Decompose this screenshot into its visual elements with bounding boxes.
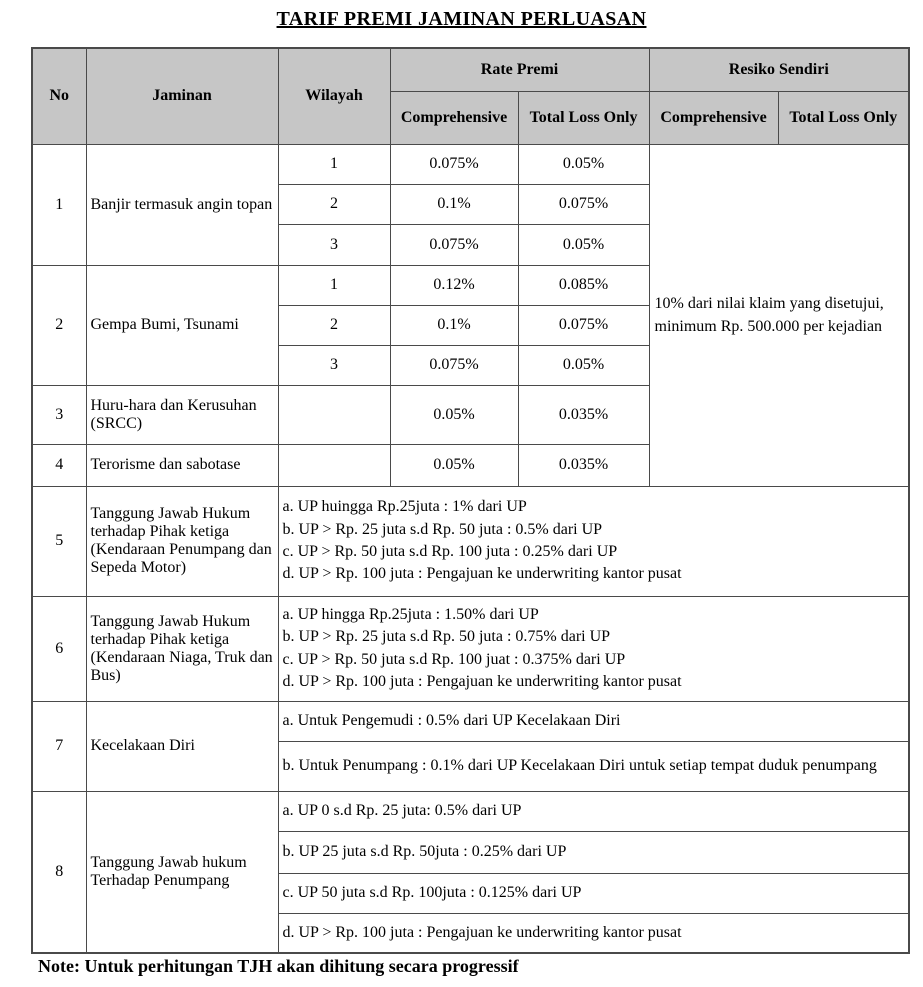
cell-wilayah: 1 <box>278 265 390 305</box>
table-row <box>32 701 909 741</box>
header-cell-rate-premi: Rate Premi <box>390 48 649 91</box>
tjh-term-line: b. UP > Rp. 25 juta s.d Rp. 50 juta : 0.75% dari UP <box>282 628 611 646</box>
cell-no: 2 <box>32 265 86 385</box>
cell-jaminan: Tanggung Jawab Hukum terhadap Pihak ketiga (Kendaraan Penumpang dan Sepeda Motor) <box>86 486 278 596</box>
cell-jaminan: Kecelakaan Diri <box>86 701 278 791</box>
cell-wilayah-empty <box>278 444 390 486</box>
header-cell-rate-total-loss-only: Total Loss Only <box>518 91 649 144</box>
tjh-term-line: d. UP > Rp. 100 juta : Pengajuan ke underwriting kantor pusat <box>282 565 682 583</box>
cell-rate-total-loss-only: 0.075% <box>518 184 649 224</box>
table-row <box>32 486 909 596</box>
cell-jaminan: Terorisme dan sabotase <box>86 444 278 486</box>
cell-rate-total-loss-only: 0.035% <box>518 444 649 486</box>
header-cell-resiko-comprehensive: Comprehensive <box>649 91 778 144</box>
cell-no: 1 <box>32 144 86 265</box>
premium-table <box>31 47 910 954</box>
table-row <box>32 596 909 701</box>
header-cell-rate-comprehensive: Comprehensive <box>390 91 518 144</box>
cell-no: 4 <box>32 444 86 486</box>
cell-term-item: a. Untuk Pengemudi : 0.5% dari UP Kecelakaan Diri <box>278 701 909 741</box>
tjh-term-line: c. UP > Rp. 50 juta s.d Rp. 100 juat : 0.375% dari UP <box>282 650 626 668</box>
cell-rate-comprehensive: 0.075% <box>390 224 518 265</box>
cell-wilayah: 2 <box>278 305 390 345</box>
cell-term-item: c. UP 50 juta s.d Rp. 100juta : 0.125% dari UP <box>278 873 909 913</box>
cell-rate-comprehensive: 0.1% <box>390 184 518 224</box>
header-cell-no: No <box>32 48 86 144</box>
cell-jaminan: Tanggung Jawab hukum Terhadap Penumpang <box>86 791 278 953</box>
cell-wilayah: 2 <box>278 184 390 224</box>
cell-rate-total-loss-only: 0.05% <box>518 224 649 265</box>
cell-wilayah-empty <box>278 385 390 444</box>
tjh-term-line: a. UP huingga Rp.25juta : 1% dari UP <box>282 498 527 516</box>
cell-rate-comprehensive: 0.12% <box>390 265 518 305</box>
cell-rate-comprehensive: 0.05% <box>390 385 518 444</box>
tjh-term-line: b. UP > Rp. 25 juta s.d Rp. 50 juta : 0.5% dari UP <box>282 520 603 538</box>
cell-jaminan: Banjir termasuk angin topan <box>86 144 278 265</box>
cell-rate-total-loss-only: 0.05% <box>518 345 649 385</box>
cell-jaminan: Tanggung Jawab Hukum terhadap Pihak ketiga (Kendaraan Niaga, Truk dan Bus) <box>86 596 278 701</box>
table-row <box>32 144 909 184</box>
cell-rate-total-loss-only: 0.035% <box>518 385 649 444</box>
tjh-term-line: a. UP hingga Rp.25juta : 1.50% dari UP <box>282 605 539 623</box>
cell-term-item: a. UP 0 s.d Rp. 25 juta: 0.5% dari UP <box>278 791 909 831</box>
cell-rate-comprehensive: 0.075% <box>390 345 518 385</box>
cell-no: 7 <box>32 701 86 791</box>
tjh-term-line: c. UP > Rp. 50 juta s.d Rp. 100 juta : 0.25% dari UP <box>282 543 618 560</box>
page-title: TARIF PREMI JAMINAN PERLUASAN <box>276 8 647 30</box>
cell-term-item: b. UP 25 juta s.d Rp. 50juta : 0.25% dari UP <box>278 831 909 873</box>
cell-wilayah: 3 <box>278 224 390 265</box>
table-header <box>32 48 909 144</box>
cell-no: 6 <box>32 596 86 701</box>
cell-wilayah: 1 <box>278 144 390 184</box>
tjh-term-line: d. UP > Rp. 100 juta : Pengajuan ke underwriting kantor pusat <box>282 672 682 690</box>
cell-wilayah: 3 <box>278 345 390 385</box>
cell-tjh-terms <box>278 486 909 596</box>
header-row-1 <box>32 48 909 91</box>
cell-no: 3 <box>32 385 86 444</box>
cell-tjh-terms <box>278 596 909 701</box>
cell-term-item: b. Untuk Penumpang : 0.1% dari UP Kecelakaan Diri untuk setiap tempat duduk penumpang <box>278 741 909 791</box>
cell-jaminan: Huru-hara dan Kerusuhan (SRCC) <box>86 385 278 444</box>
cell-resiko-sendiri-note <box>649 144 909 486</box>
resiko-sendiri-text: 10% dari nilai klaim yang disetujui, minimum Rp. 500.000 per kejadian <box>654 294 884 335</box>
cell-rate-total-loss-only: 0.085% <box>518 265 649 305</box>
footer-note: Note: Untuk perhitungan TJH akan dihitung secara progressif <box>38 956 519 976</box>
cell-rate-total-loss-only: 0.075% <box>518 305 649 345</box>
cell-rate-comprehensive: 0.05% <box>390 444 518 486</box>
header-cell-jaminan: Jaminan <box>86 48 278 144</box>
table-row <box>32 791 909 831</box>
cell-jaminan: Gempa Bumi, Tsunami <box>86 265 278 385</box>
header-cell-resiko-sendiri: Resiko Sendiri <box>649 48 909 91</box>
cell-no: 5 <box>32 486 86 596</box>
cell-no: 8 <box>32 791 86 953</box>
header-cell-resiko-total-loss-only: Total Loss Only <box>778 91 909 144</box>
cell-rate-comprehensive: 0.1% <box>390 305 518 345</box>
header-cell-wilayah: Wilayah <box>278 48 390 144</box>
cell-rate-total-loss-only: 0.05% <box>518 144 649 184</box>
cell-rate-comprehensive: 0.075% <box>390 144 518 184</box>
cell-term-item: d. UP > Rp. 100 juta : Pengajuan ke underwriting kantor pusat <box>278 913 909 953</box>
